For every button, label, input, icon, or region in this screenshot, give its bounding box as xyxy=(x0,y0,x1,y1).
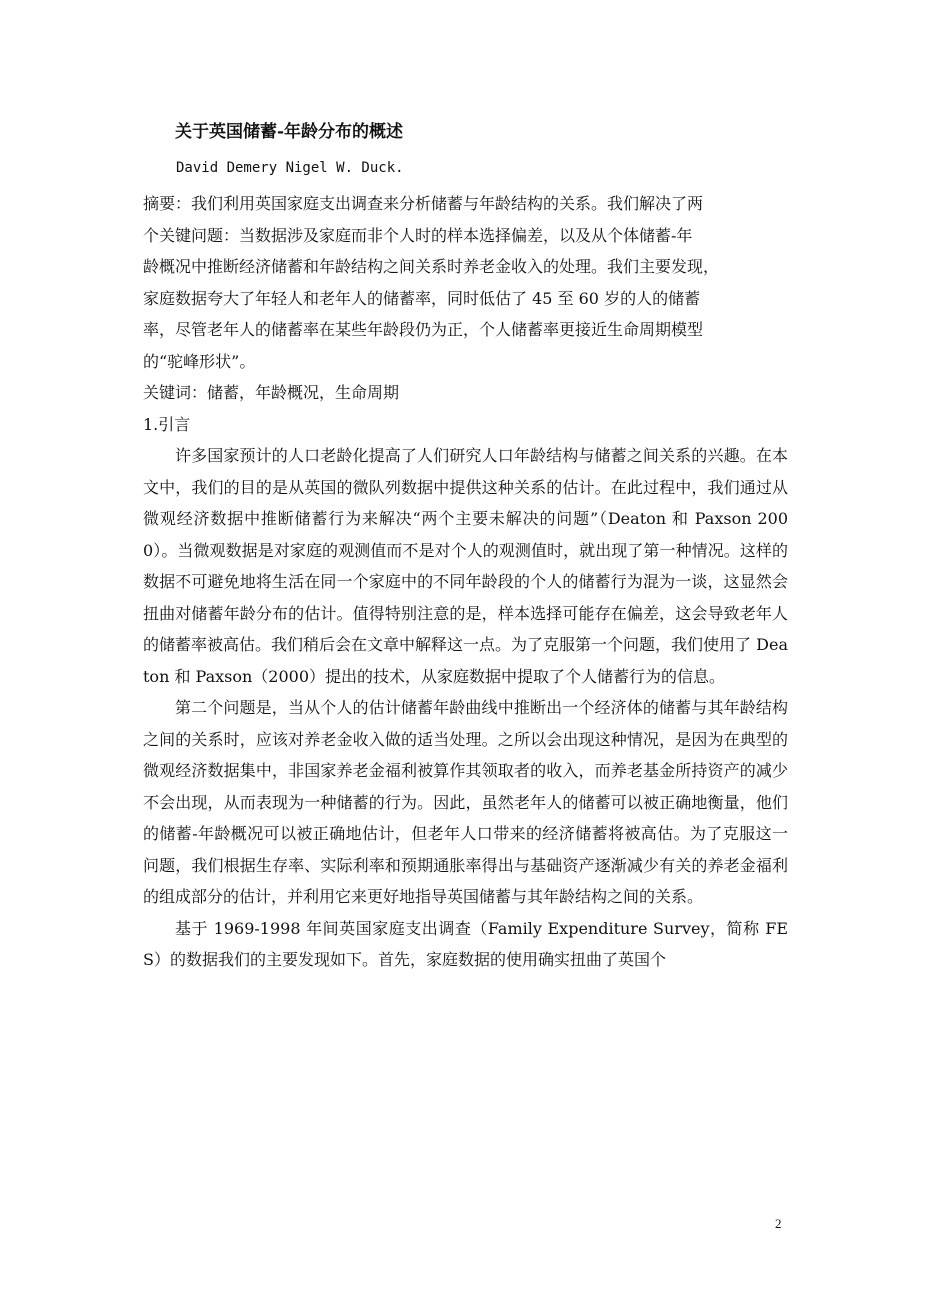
body-paragraph: 第二个问题是，当从个人的估计储蓄年龄曲线中推断出一个经济体的储蓄与其年龄结构之间的关系时，应该对养老金收入做的适当处理。之所以会出现这种情况，是因为在典型的微观经济数据集中，非国家养老金福利被算作其领取者的收入，而养老基金所持资产的减少不会出现，从而表现为一种储蓄的行为。因此，虽然老年人的储蓄可以被正确地衡量，他们的储蓄-年龄概况可以被正确地估计，但老年人口带来的经济储蓄将被高估。为了克服这一问题，我们根据生存率、实际利率和预期通胀率得出与基础资产逐渐减少有关的养老金福利的组成部分的估计，并利用它来更好地指导英国储蓄与其年龄结构之间的关系。 xyxy=(143,698,788,906)
abstract-line: 率，尽管老年人的储蓄率在某些年龄段仍为正，个人储蓄率更接近生命周期模型 xyxy=(143,320,704,339)
author-line: David Demery Nigel W. Duck. xyxy=(176,160,404,176)
section-heading: 1.引言 xyxy=(143,414,191,434)
body-paragraph: 许多国家预计的人口老龄化提高了人们研究人口年龄结构与储蓄之间关系的兴趣。在本文中，我们的目的是从英国的微队列数据中提供这种关系的估计。在此过程中，我们通过从微观经济数据中推断储蓄行为来解决“两个主要未解决的问题”（Deaton 和 Paxson 2000）。当微观数据是对家庭的观测值而不是对个人的观测值时，就出现了第一种情况。这样的数据不可避免地将生活在同一个家庭中的不同年龄段的个人的储蓄行为混为一谈，这显然会扭曲对储蓄年龄分布的估计。值得特别注意的是，样本选择可能存在偏差，这会导致老年人的储蓄率被高估。我们稍后会在文章中解释这一点。为了克服第一个问题，我们使用了 Deaton 和 Paxson（2000）提出的技术，从家庭数据中提取了个人储蓄行为的信息。 xyxy=(143,446,788,686)
abstract-line: 家庭数据夸大了年轻人和老年人的储蓄率，同时低估了 45 至 60 岁的人的储蓄 xyxy=(143,288,701,308)
abstract-line: 摘要：我们利用英国家庭支出调查来分析储蓄与年龄结构的关系。我们解决了两 xyxy=(143,194,704,213)
abstract-line: 龄概况中推断经济储蓄和年龄结构之间关系时养老金收入的处理。我们主要发现， xyxy=(143,257,720,276)
document-body xyxy=(143,116,788,976)
body-paragraph: 基于 1969-1998 年间英国家庭支出调查（Family Expenditure Survey，简称 FES）的数据我们的主要发现如下。首先，家庭数据的使用确实扭曲了英国个 xyxy=(143,918,788,969)
page-number: 2 xyxy=(775,1216,782,1231)
abstract-line: 的“驼峰形状”。 xyxy=(143,351,256,371)
document-title: 关于英国储蓄-年龄分布的概述 xyxy=(175,122,404,142)
abstract xyxy=(143,188,788,377)
keywords: 关键词：储蓄，年龄概况，生命周期 xyxy=(143,383,400,402)
abstract-line: 个关键问题：当数据涉及家庭而非个人时的样本选择偏差，以及从个体储蓄-年 xyxy=(143,225,693,245)
